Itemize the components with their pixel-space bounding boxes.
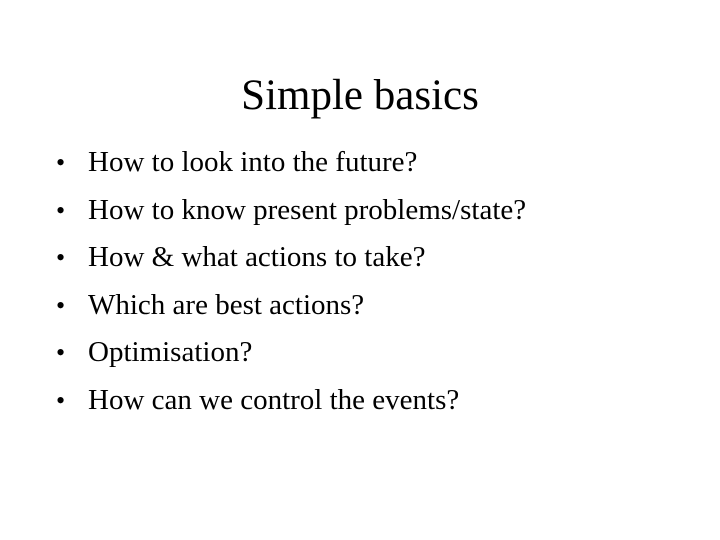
bullet-icon: • xyxy=(56,148,66,177)
bullet-list xyxy=(56,139,696,425)
bullet-icon: • xyxy=(56,290,66,320)
list-item-text: Which are best actions? xyxy=(88,288,365,321)
list-item xyxy=(56,329,696,377)
bullet-icon: • xyxy=(56,195,66,225)
bullet-icon: • xyxy=(56,385,66,415)
slide-title: Simple basics xyxy=(241,72,479,119)
list-item-text: How to know present problems/state? xyxy=(88,193,527,226)
bullet-icon: • xyxy=(56,338,66,368)
list-item xyxy=(56,139,696,187)
list-item-text: How can we control the events? xyxy=(88,383,460,416)
list-item xyxy=(56,377,696,425)
list-item-text: Optimisation? xyxy=(88,336,253,369)
list-item-text: How to look into the future? xyxy=(88,146,418,178)
list-item-text: How & what actions to take? xyxy=(88,241,426,274)
list-item xyxy=(56,234,696,282)
list-item xyxy=(56,187,696,235)
list-item xyxy=(56,282,696,330)
bullet-icon: • xyxy=(56,243,66,273)
